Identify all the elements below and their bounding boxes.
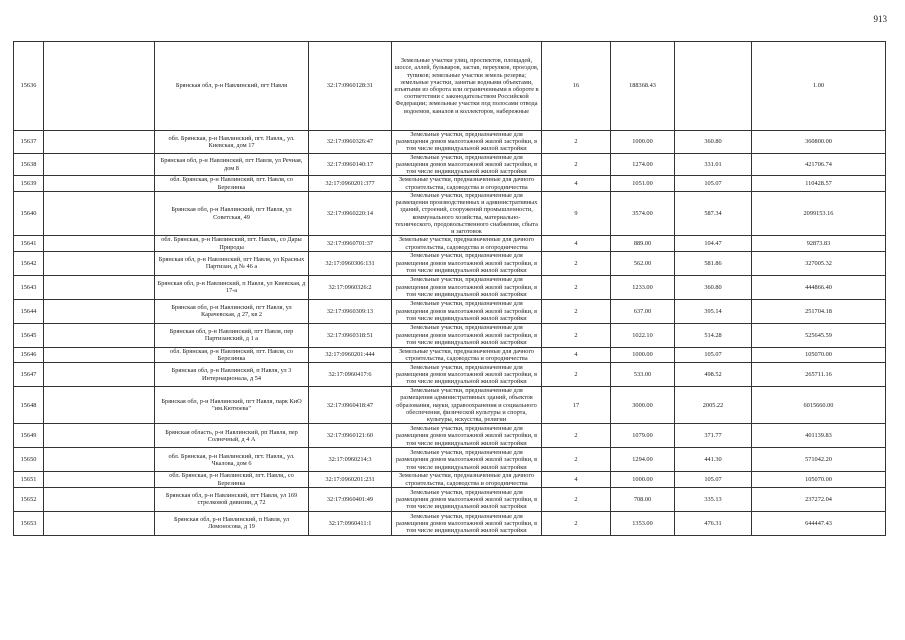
table-row [14,131,886,154]
cell-address: Брянская обл, р-н Навлинский, пгт Навля, пер Партизанский, д 1 а [155,323,309,347]
cell-address: Брянская обл, р-н Навлинский, пгт Навля, ул Речная, дом 8 [155,153,309,176]
cell-area: 188368.43 [611,42,675,131]
table-row [14,424,886,448]
cell-row-number: 15651 [14,472,44,487]
table-row [14,153,886,176]
cell-row-number: 15646 [14,347,44,362]
cell-specific-value: 514.28 [675,323,752,347]
cell-address: Брянская обл, р-н Навлинский, п Навля, ул Ломоносова, д 19 [155,511,309,535]
cell-use-group-code: 2 [542,511,611,535]
cell-permitted-use: Земельные участки, предназначенные для дачного строительства, садоводства и огородничества [392,347,542,362]
table-row [14,299,886,323]
cell-specific-value: 2005.22 [675,387,752,424]
cell-specific-value: 105.07 [675,347,752,362]
cell-cadastral-number: 32:17:0960318:51 [309,323,392,347]
cell-cadastral-number: 32:17:0960417:6 [309,363,392,387]
table-row [14,387,886,424]
cell-cadastral-value: 401139.83 [752,424,886,448]
cell-area: 1294.00 [611,448,675,472]
cell-blank [44,176,155,191]
cell-address: Брянская обл, р-н Навлинский, п Навля, ул 3 Интернационала, д 54 [155,363,309,387]
cell-permitted-use: Земельные участки, предназначенные для дачного строительства, садоводства и огородничества [392,472,542,487]
cell-use-group-code: 2 [542,487,611,511]
cell-address: Брянская область, р-н Навлинский, рп Навля, пер Солнечный, д 4 А [155,424,309,448]
cell-address: Брянская обл, р-н Навлинский, пгт Навля, ул 169 стрелковой дивизии, д 72 [155,487,309,511]
page-number: 913 [873,14,887,24]
cell-specific-value: 587.34 [675,191,752,235]
cell-permitted-use: Земельные участки, предназначенные для дачного строительства, садоводства и огородничества [392,176,542,191]
cell-address: обл. Брянская, р-н Навлинский, пгт. Навля,, ул. Чкалова, дом 6 [155,448,309,472]
cell-address: Брянская обл, р-н Навлинский, пгт Навля, ул Красных Партизан, д № 46 а [155,251,309,275]
cell-area: 533.00 [611,363,675,387]
cell-permitted-use: Земельные участки, предназначенные для размещения домов малоэтажной жилой застройки, в том числе индивидуальной жилой застройки [392,275,542,299]
cell-address: Брянская обл, р-н Навлинский, пгт Навля, парк КиО "им.Кютюева" [155,387,309,424]
cell-cadastral-value: 571042.20 [752,448,886,472]
cell-specific-value: 371.77 [675,424,752,448]
cell-use-group-code: 2 [542,363,611,387]
cell-use-group-code: 2 [542,275,611,299]
table-row [14,323,886,347]
cell-specific-value: 581.86 [675,251,752,275]
cell-permitted-use: Земельные участки, предназначенные для размещения административных зданий, объектов образования, науки, здравоохранения и социального обеспечения, физической культуры и спорта, культуры, искусства, религии [392,387,542,424]
cell-address: обл. Брянская, р-н Навлинский, пгт. Навля,, со Дары Природы [155,236,309,251]
cell-specific-value: 105.07 [675,176,752,191]
cell-cadastral-value: 1.00 [752,42,886,131]
cell-specific-value: 395.14 [675,299,752,323]
cell-cadastral-value: 237272.04 [752,487,886,511]
cell-cadastral-number: 32:17:0960418:47 [309,387,392,424]
cell-cadastral-number: 32:17:0960121:60 [309,424,392,448]
cell-area: 708.00 [611,487,675,511]
cell-row-number: 15638 [14,153,44,176]
cell-specific-value: 441.30 [675,448,752,472]
table-row [14,191,886,235]
cell-use-group-code: 4 [542,176,611,191]
cell-use-group-code: 2 [542,323,611,347]
cell-cadastral-value: 110428.57 [752,176,886,191]
table-row [14,511,886,535]
cell-use-group-code: 9 [542,191,611,235]
cell-specific-value: 476.31 [675,511,752,535]
cell-cadastral-number: 32:17:0960128:31 [309,42,392,131]
table-row [14,42,886,131]
table-body [14,42,886,536]
cell-address: обл. Брянская, р-н Навлинский, пгт. Навля,, ул. Киевская, дом 17 [155,131,309,154]
cell-row-number: 15650 [14,448,44,472]
cell-row-number: 15640 [14,191,44,235]
cell-permitted-use: Земельные участки, предназначенные для размещения домов малоэтажной жилой застройки, в том числе индивидуальной жилой застройки [392,323,542,347]
cell-use-group-code: 2 [542,299,611,323]
cell-cadastral-number: 32:17:0960309:13 [309,299,392,323]
cell-blank [44,191,155,235]
cell-use-group-code: 17 [542,387,611,424]
table-row [14,275,886,299]
cell-row-number: 15652 [14,487,44,511]
cell-cadastral-number: 32:17:0960201:377 [309,176,392,191]
cell-area: 1274.00 [611,153,675,176]
cell-cadastral-value: 105070.00 [752,347,886,362]
cell-area: 3574.00 [611,191,675,235]
cell-blank [44,487,155,511]
cell-permitted-use: Земельные участки, предназначенные для размещения домов малоэтажной жилой застройки, в том числе индивидуальной жилой застройки [392,511,542,535]
cell-permitted-use: Земельные участки, предназначенные для размещения домов малоэтажной жилой застройки, в том числе индивидуальной жилой застройки [392,251,542,275]
cell-cadastral-number: 32:17:0960201:444 [309,347,392,362]
cell-permitted-use: Земельные участки, предназначенные для размещения домов малоэтажной жилой застройки, в том числе индивидуальной жилой застройки [392,153,542,176]
cell-cadastral-value: 92873.83 [752,236,886,251]
cell-permitted-use: Земельные участки, предназначенные для размещения домов малоэтажной жилой застройки, в том числе индивидуальной жилой застройки [392,363,542,387]
cell-cadastral-number: 32:17:0960411:1 [309,511,392,535]
cell-area: 562.00 [611,251,675,275]
cell-address: Брянская обл, р-н Навлинский, пгт Навля, ул Карачевская, д 27, кв 2 [155,299,309,323]
cell-blank [44,387,155,424]
cell-specific-value: 331.01 [675,153,752,176]
cell-area: 3000.00 [611,387,675,424]
cell-cadastral-number: 32:17:0960401:49 [309,487,392,511]
cell-cadastral-number: 32:17:0960306:131 [309,251,392,275]
cell-permitted-use: Земельные участки, предназначенные для размещения домов малоэтажной жилой застройки, в том числе индивидуальной жилой застройки [392,424,542,448]
cell-address: Брянская обл, р-н Навлинский, п Навля, ул Киевская, д 17-а [155,275,309,299]
cell-area: 1353.00 [611,511,675,535]
table-row [14,176,886,191]
cell-specific-value: 498.52 [675,363,752,387]
cell-specific-value: 360.80 [675,275,752,299]
cell-blank [44,424,155,448]
cell-cadastral-value: 327005.32 [752,251,886,275]
cell-row-number: 15636 [14,42,44,131]
cell-blank [44,236,155,251]
table-row [14,236,886,251]
cell-cadastral-number: 32:17:0960214:3 [309,448,392,472]
cell-cadastral-value: 421706.74 [752,153,886,176]
cell-area: 1022.10 [611,323,675,347]
cell-use-group-code: 2 [542,251,611,275]
cell-cadastral-number: 32:17:0960201:231 [309,472,392,487]
cell-cadastral-number: 32:17:0960326:2 [309,275,392,299]
cell-use-group-code: 2 [542,424,611,448]
land-registry-table [13,41,886,536]
cell-area: 1000.00 [611,131,675,154]
cell-blank [44,42,155,131]
cell-blank [44,323,155,347]
cell-area: 1051.00 [611,176,675,191]
cell-use-group-code: 2 [542,448,611,472]
table-row [14,363,886,387]
cell-cadastral-value: 251704.18 [752,299,886,323]
cell-use-group-code: 2 [542,131,611,154]
cell-row-number: 15644 [14,299,44,323]
cell-address: Брянская обл, р-н Навлинский, пгт Навля [155,42,309,131]
cell-row-number: 15653 [14,511,44,535]
cell-cadastral-value: 265711.16 [752,363,886,387]
cell-row-number: 15645 [14,323,44,347]
cell-address: обл. Брянская, р-н Навлинский, пгт. Навля, со Березинка [155,176,309,191]
table-row [14,487,886,511]
cell-use-group-code: 4 [542,236,611,251]
cell-permitted-use: Земельные участки, предназначенные для размещения домов малоэтажной жилой застройки, в том числе индивидуальной жилой застройки [392,487,542,511]
table-row [14,472,886,487]
cell-blank [44,347,155,362]
cell-row-number: 15642 [14,251,44,275]
cell-permitted-use: Земельные участки, предназначенные для размещения производственных и административных зданий, строений, сооружений промышленности, коммунального хозяйства, материально-технического, продовольственного снабжения, сбыта и заготовок [392,191,542,235]
cell-blank [44,251,155,275]
cell-use-group-code: 2 [542,153,611,176]
cell-cadastral-value: 444866.40 [752,275,886,299]
cell-use-group-code: 4 [542,347,611,362]
cell-area: 637.00 [611,299,675,323]
cell-permitted-use: Земельные участки улиц, проспектов, площадей, шоссе, аллей, бульваров, застав, переулков, проездов, тупиков; земельные участки земель резерва; земельные участки, занятые водными объектами, изъятыми из оборота или ограниченными в обороте в соответствии с законодательством Российской Федерации; земельные участки под полосами отвода водоемов, каналов и коллекторов, набережные [392,42,542,131]
table-row [14,347,886,362]
cell-area: 1233.00 [611,275,675,299]
cell-blank [44,131,155,154]
cell-specific-value [675,42,752,131]
table-row [14,251,886,275]
cell-blank [44,299,155,323]
cell-cadastral-value: 644447.43 [752,511,886,535]
cell-area: 1000.00 [611,347,675,362]
cell-cadastral-value: 105070.00 [752,472,886,487]
cell-cadastral-number: 32:17:0960220:14 [309,191,392,235]
cell-address: обл. Брянская, р-н Навлинский, пгт. Навля,, со Березинка [155,472,309,487]
cell-cadastral-number: 32:17:0960140:17 [309,153,392,176]
cell-row-number: 15641 [14,236,44,251]
cell-row-number: 15639 [14,176,44,191]
cell-row-number: 15637 [14,131,44,154]
cell-blank [44,448,155,472]
cell-use-group-code: 4 [542,472,611,487]
cell-address: обл. Брянская, р-н Навлинский, пгт. Навля, со Березинка [155,347,309,362]
cell-row-number: 15643 [14,275,44,299]
cell-area: 1079.00 [611,424,675,448]
cell-blank [44,511,155,535]
cell-cadastral-value: 525645.59 [752,323,886,347]
cell-specific-value: 104.47 [675,236,752,251]
cell-specific-value: 360.80 [675,131,752,154]
cell-blank [44,472,155,487]
cell-blank [44,153,155,176]
cell-row-number: 15649 [14,424,44,448]
cell-row-number: 15647 [14,363,44,387]
cell-area: 889.00 [611,236,675,251]
cell-row-number: 15648 [14,387,44,424]
cell-blank [44,275,155,299]
cell-cadastral-number: 32:17:0960326:47 [309,131,392,154]
cell-cadastral-value: 360800.00 [752,131,886,154]
cell-cadastral-value: 6015660.00 [752,387,886,424]
cell-area: 1000.00 [611,472,675,487]
cell-cadastral-number: 32:17:0960701:37 [309,236,392,251]
cell-specific-value: 105.07 [675,472,752,487]
cell-specific-value: 335.13 [675,487,752,511]
cell-permitted-use: Земельные участки, предназначенные для размещения домов малоэтажной жилой застройки, в том числе индивидуальной жилой застройки [392,299,542,323]
cell-use-group-code: 16 [542,42,611,131]
cell-permitted-use: Земельные участки, предназначенные для дачного строительства, садоводства и огородничества [392,236,542,251]
cell-blank [44,363,155,387]
cell-permitted-use: Земельные участки, предназначенные для размещения домов малоэтажной жилой застройки, в том числе индивидуальной жилой застройки [392,131,542,154]
cell-permitted-use: Земельные участки, предназначенные для размещения домов малоэтажной жилой застройки, в том числе индивидуальной жилой застройки [392,448,542,472]
cell-cadastral-value: 2099153.16 [752,191,886,235]
cell-address: Брянская обл, р-н Навлинский, пгт Навля, ул Советская, 49 [155,191,309,235]
table-row [14,448,886,472]
